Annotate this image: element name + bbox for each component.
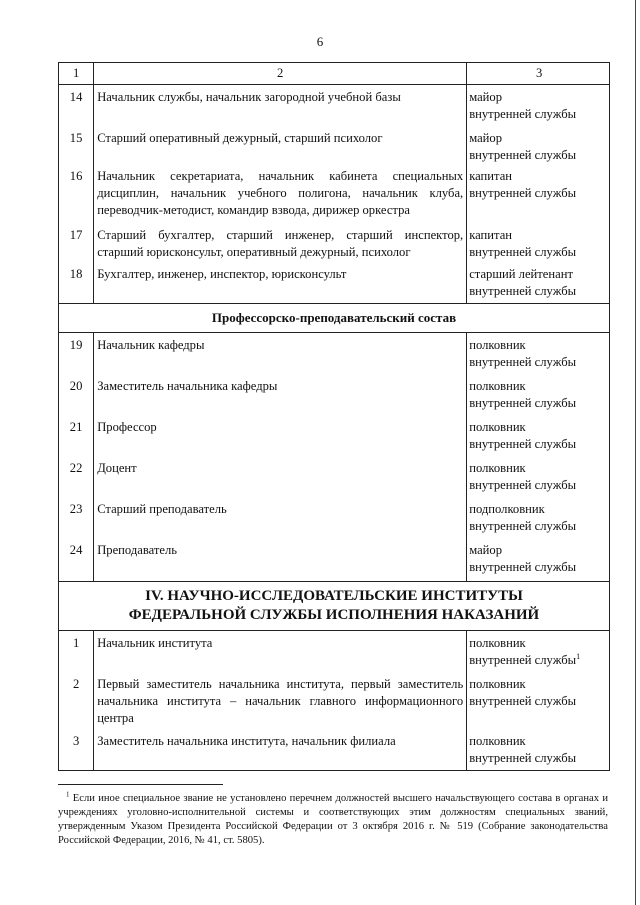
special-rank bbox=[467, 333, 610, 374]
rank-name: полковник bbox=[469, 733, 526, 748]
position-title: Начальник службы, начальник загородной учебной базы bbox=[94, 85, 467, 126]
position-title: Начальник секретариата, начальник кабинета специальных дисциплин, начальник учебного полигона, начальник клуба, переводчик-методист, командир взвода, дирижер оркестра bbox=[94, 164, 467, 223]
rank-service: внутренней службы bbox=[469, 436, 577, 451]
rank-service: внутренней службы bbox=[469, 559, 577, 574]
rank-name: подполковник bbox=[469, 501, 545, 516]
footnote-text: Если иное специальное звание не установлено перечнем должностей высшего начальствующего состава в органах и учреждениях уголовно-исполнительной системы и соответствующих этим должностям специальных званий, утвержденным Указом Президента Российской Федерации от 3 октября 2016 г. № 519 (Собрание законодательства Российской Федерации, 2016, № 41, ст. 5805). bbox=[58, 793, 608, 846]
row-number: 19 bbox=[59, 333, 94, 374]
rank-name: капитан bbox=[469, 168, 513, 183]
rank-name: майор bbox=[469, 90, 503, 104]
rank-name: полковник bbox=[469, 460, 526, 475]
section-iv-line-2: ФЕДЕРАЛЬНОЙ СЛУЖБЫ ИСПОЛНЕНИЯ НАКАЗАНИЙ bbox=[128, 607, 540, 623]
table-row bbox=[59, 415, 610, 456]
row-number: 1 bbox=[59, 631, 94, 672]
row-number: 17 bbox=[59, 223, 94, 262]
row-number: 15 bbox=[59, 126, 94, 164]
table-row bbox=[59, 223, 610, 262]
rank-name: старший лейтенант bbox=[469, 266, 573, 281]
section-heading-professors: Профессорско-преподавательский состав bbox=[59, 304, 610, 333]
footnote-mark: 1 bbox=[66, 790, 70, 799]
rank-service: внутренней службы bbox=[469, 395, 577, 410]
footnote bbox=[58, 792, 608, 848]
special-rank bbox=[467, 415, 610, 456]
rank-name: полковник bbox=[469, 378, 526, 393]
special-rank bbox=[467, 631, 610, 672]
header-col-3: 3 bbox=[467, 63, 610, 85]
position-title: Преподаватель bbox=[94, 538, 467, 582]
table-header-row bbox=[59, 63, 610, 85]
special-rank bbox=[467, 164, 610, 223]
position-title: Доцент bbox=[94, 456, 467, 497]
positions-ranks-table bbox=[58, 62, 610, 771]
special-rank bbox=[467, 538, 610, 582]
rank-service: внутренней службы bbox=[469, 283, 577, 298]
special-rank bbox=[467, 497, 610, 538]
special-rank bbox=[467, 729, 610, 771]
rank-name: майор bbox=[469, 130, 503, 145]
special-rank bbox=[467, 223, 610, 262]
special-rank bbox=[467, 456, 610, 497]
row-number: 18 bbox=[59, 262, 94, 304]
position-title: Старший бухгалтер, старший инженер, старший инспектор, старший юрисконсульт, оперативный дежурный, психолог bbox=[94, 223, 467, 262]
table-row bbox=[59, 333, 610, 374]
position-title: Начальник института bbox=[94, 631, 467, 672]
special-rank bbox=[467, 672, 610, 729]
special-rank bbox=[467, 374, 610, 415]
position-title: Начальник кафедры bbox=[94, 333, 467, 374]
table-row bbox=[59, 538, 610, 582]
table-row bbox=[59, 672, 610, 729]
section-heading-row bbox=[59, 304, 610, 333]
table-row bbox=[59, 262, 610, 304]
row-number: 20 bbox=[59, 374, 94, 415]
row-number: 2 bbox=[59, 672, 94, 729]
position-title: Первый заместитель начальника института, первый заместитель начальника института – начальник главного информационного центра bbox=[94, 672, 467, 729]
special-rank bbox=[467, 85, 610, 126]
table-row bbox=[59, 729, 610, 771]
table-row bbox=[59, 631, 610, 672]
section-heading-row bbox=[59, 582, 610, 631]
special-rank bbox=[467, 262, 610, 304]
header-col-1: 1 bbox=[59, 63, 94, 85]
rank-name: капитан bbox=[469, 227, 513, 242]
rank-name: полковник bbox=[469, 419, 526, 434]
position-title: Заместитель начальника института, начальник филиала bbox=[94, 729, 467, 771]
rank-service: внутренней службы bbox=[469, 518, 577, 533]
rank-service: внутренней службы bbox=[469, 185, 577, 200]
rank-service: внутренней службы$^1$ bbox=[469, 651, 581, 667]
rank-service: внутренней службы bbox=[469, 693, 577, 708]
section-heading-iv bbox=[59, 582, 610, 631]
position-title: Старший преподаватель bbox=[94, 497, 467, 538]
footnote-separator bbox=[58, 784, 223, 785]
page-number: 6 bbox=[316, 34, 324, 49]
table-row bbox=[59, 126, 610, 164]
rank-name: полковник bbox=[469, 338, 526, 352]
row-number: 16 bbox=[59, 164, 94, 223]
row-number: 22 bbox=[59, 456, 94, 497]
special-rank bbox=[467, 126, 610, 164]
row-number: 3 bbox=[59, 729, 94, 771]
rank-service: внутренней службы bbox=[469, 477, 577, 492]
header-col-2: 2 bbox=[94, 63, 467, 85]
scan-edge-line bbox=[635, 0, 636, 905]
rank-service: внутренней службы bbox=[469, 107, 577, 121]
rank-name: полковник bbox=[469, 676, 526, 691]
section-iv-line-1: IV. НАУЧНО-ИССЛЕДОВАТЕЛЬСКИЕ ИНСТИТУТЫ bbox=[145, 588, 523, 604]
rank-name: майор bbox=[469, 542, 503, 557]
row-number: 24 bbox=[59, 538, 94, 582]
table-row bbox=[59, 164, 610, 223]
rank-service: внутренней службы bbox=[469, 750, 577, 765]
table-row bbox=[59, 456, 610, 497]
row-number: 21 bbox=[59, 415, 94, 456]
footnote-reference[interactable]: 1 bbox=[576, 651, 581, 661]
rank-service: внутренней службы bbox=[469, 147, 577, 162]
position-title: Заместитель начальника кафедры bbox=[94, 374, 467, 415]
table-row bbox=[59, 497, 610, 538]
table-row bbox=[59, 374, 610, 415]
rank-service: внутренней службы bbox=[469, 355, 577, 369]
rank-service: внутренней службы bbox=[469, 244, 577, 259]
position-title: Профессор bbox=[94, 415, 467, 456]
row-number: 14 bbox=[59, 85, 94, 126]
row-number: 23 bbox=[59, 497, 94, 538]
position-title: Бухгалтер, инженер, инспектор, юрисконсульт bbox=[94, 262, 467, 304]
rank-name: полковник bbox=[469, 636, 526, 650]
position-title: Старший оперативный дежурный, старший психолог bbox=[94, 126, 467, 164]
table-row bbox=[59, 85, 610, 126]
